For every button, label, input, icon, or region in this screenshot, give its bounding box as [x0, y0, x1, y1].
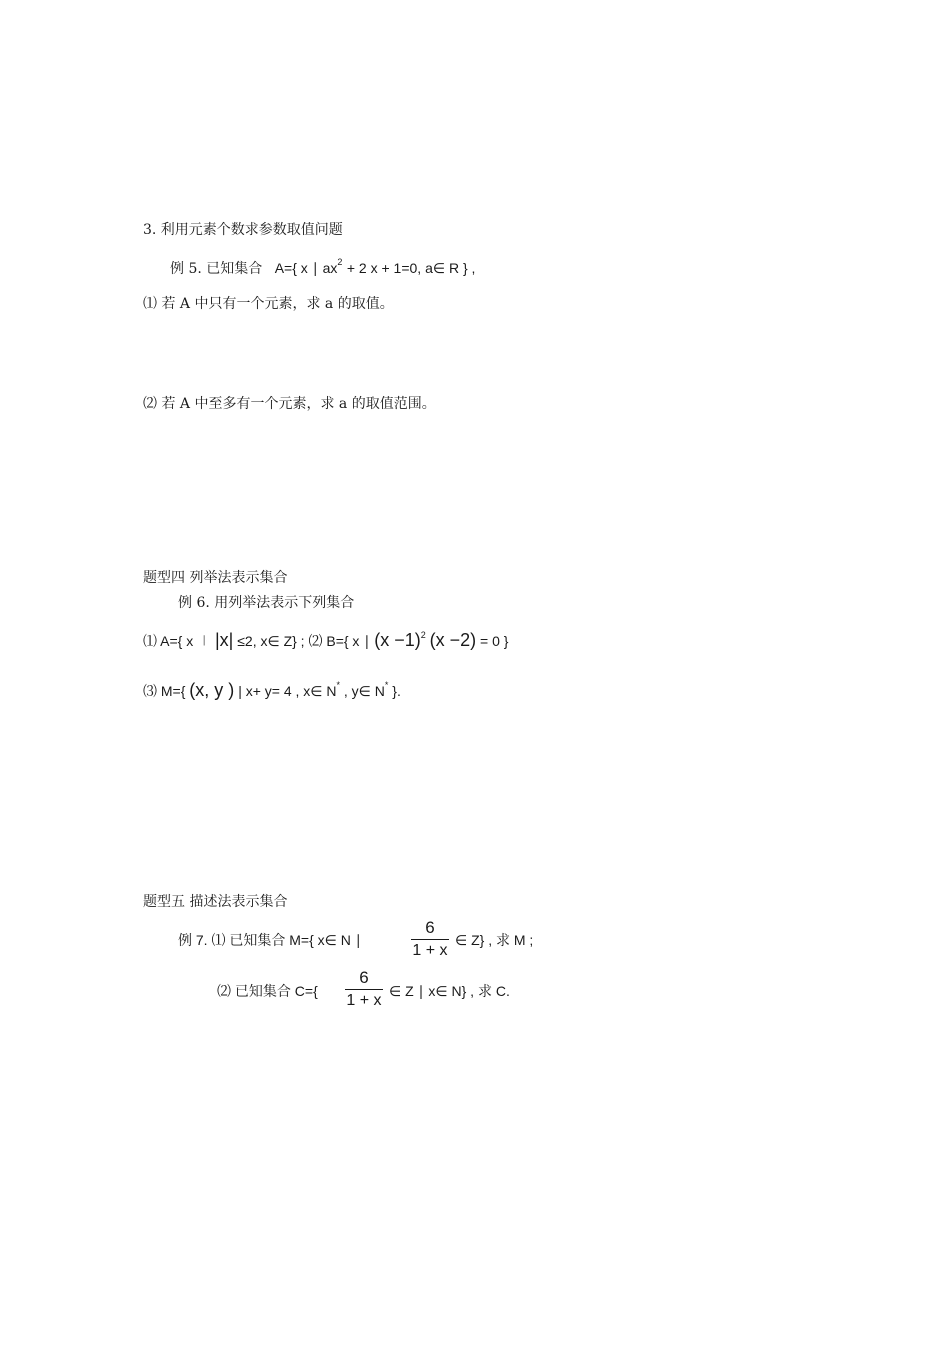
set-m-lead: ⑶ M={ [143, 683, 186, 699]
example-5-line [170, 259, 475, 279]
set-a-start: A={ x ∣ ax [274, 260, 338, 276]
fraction-2-denominator: 1 + x [346, 992, 382, 1009]
example-5-label: 例 5. 已知集合 [170, 261, 263, 277]
star-2: * [384, 680, 389, 690]
example-7-tail: ∈ Z} , 求 M ; [455, 932, 534, 948]
fraction-2 [345, 968, 383, 1010]
question-1: ⑴ 若 A 中只有一个元素，求 a 的取值。 [143, 296, 394, 312]
example-7b-lead: ⑵ 已知集合 C={ [217, 983, 318, 999]
set-b-end: = 0 } [480, 633, 509, 649]
set-b-lead: ≤2, x∈ Z} ; ⑵ B={ x ∣ [237, 633, 371, 649]
ordered-pair: (x, y ) [189, 680, 235, 700]
fraction-1-denominator: 1 + x [412, 942, 448, 959]
fraction-1-bar [411, 939, 449, 940]
absolute-x: |x| [214, 630, 234, 650]
fraction-2-bar [345, 989, 383, 990]
example-6-line-1 [143, 631, 508, 652]
set-m-end: }. [392, 683, 401, 699]
section-3-heading: 3. 利用元素个数求参数取值问题 [143, 222, 343, 238]
fraction-1-numerator: 6 [425, 918, 435, 937]
example-6-label: 例 6. 用列举法表示下列集合 [178, 595, 355, 611]
factor-1: (x −1) [374, 630, 421, 650]
set-a-end: + 2 x + 1=0, a∈ R } , [346, 260, 476, 276]
factor-2: (x −2) [429, 630, 477, 650]
star-1: * [336, 680, 341, 690]
exponent: 2 [337, 257, 343, 267]
example-7-lead: 例 7. ⑴ 已知集合 M={ x∈ N ∣ [178, 932, 362, 948]
fraction-2-numerator: 6 [359, 968, 369, 987]
type-4-heading: 题型四 列举法表示集合 [143, 570, 288, 586]
example-6-line-2 [143, 681, 401, 702]
condition-x: | x+ y= 4 , x∈ N [238, 683, 337, 699]
type-5-heading: 题型五 描述法表示集合 [143, 894, 288, 910]
exponent-2: 2 [420, 630, 426, 640]
question-2: ⑵ 若 A 中至多有一个元素，求 a 的取值范围。 [143, 396, 436, 412]
fraction-1 [411, 918, 449, 960]
set-a-part: ⑴ A={ x ∣ [143, 633, 212, 649]
condition-y: , y∈ N [343, 683, 385, 699]
example-7b-tail: ∈ Z ∣ x∈ N} , 求 C. [389, 983, 510, 999]
